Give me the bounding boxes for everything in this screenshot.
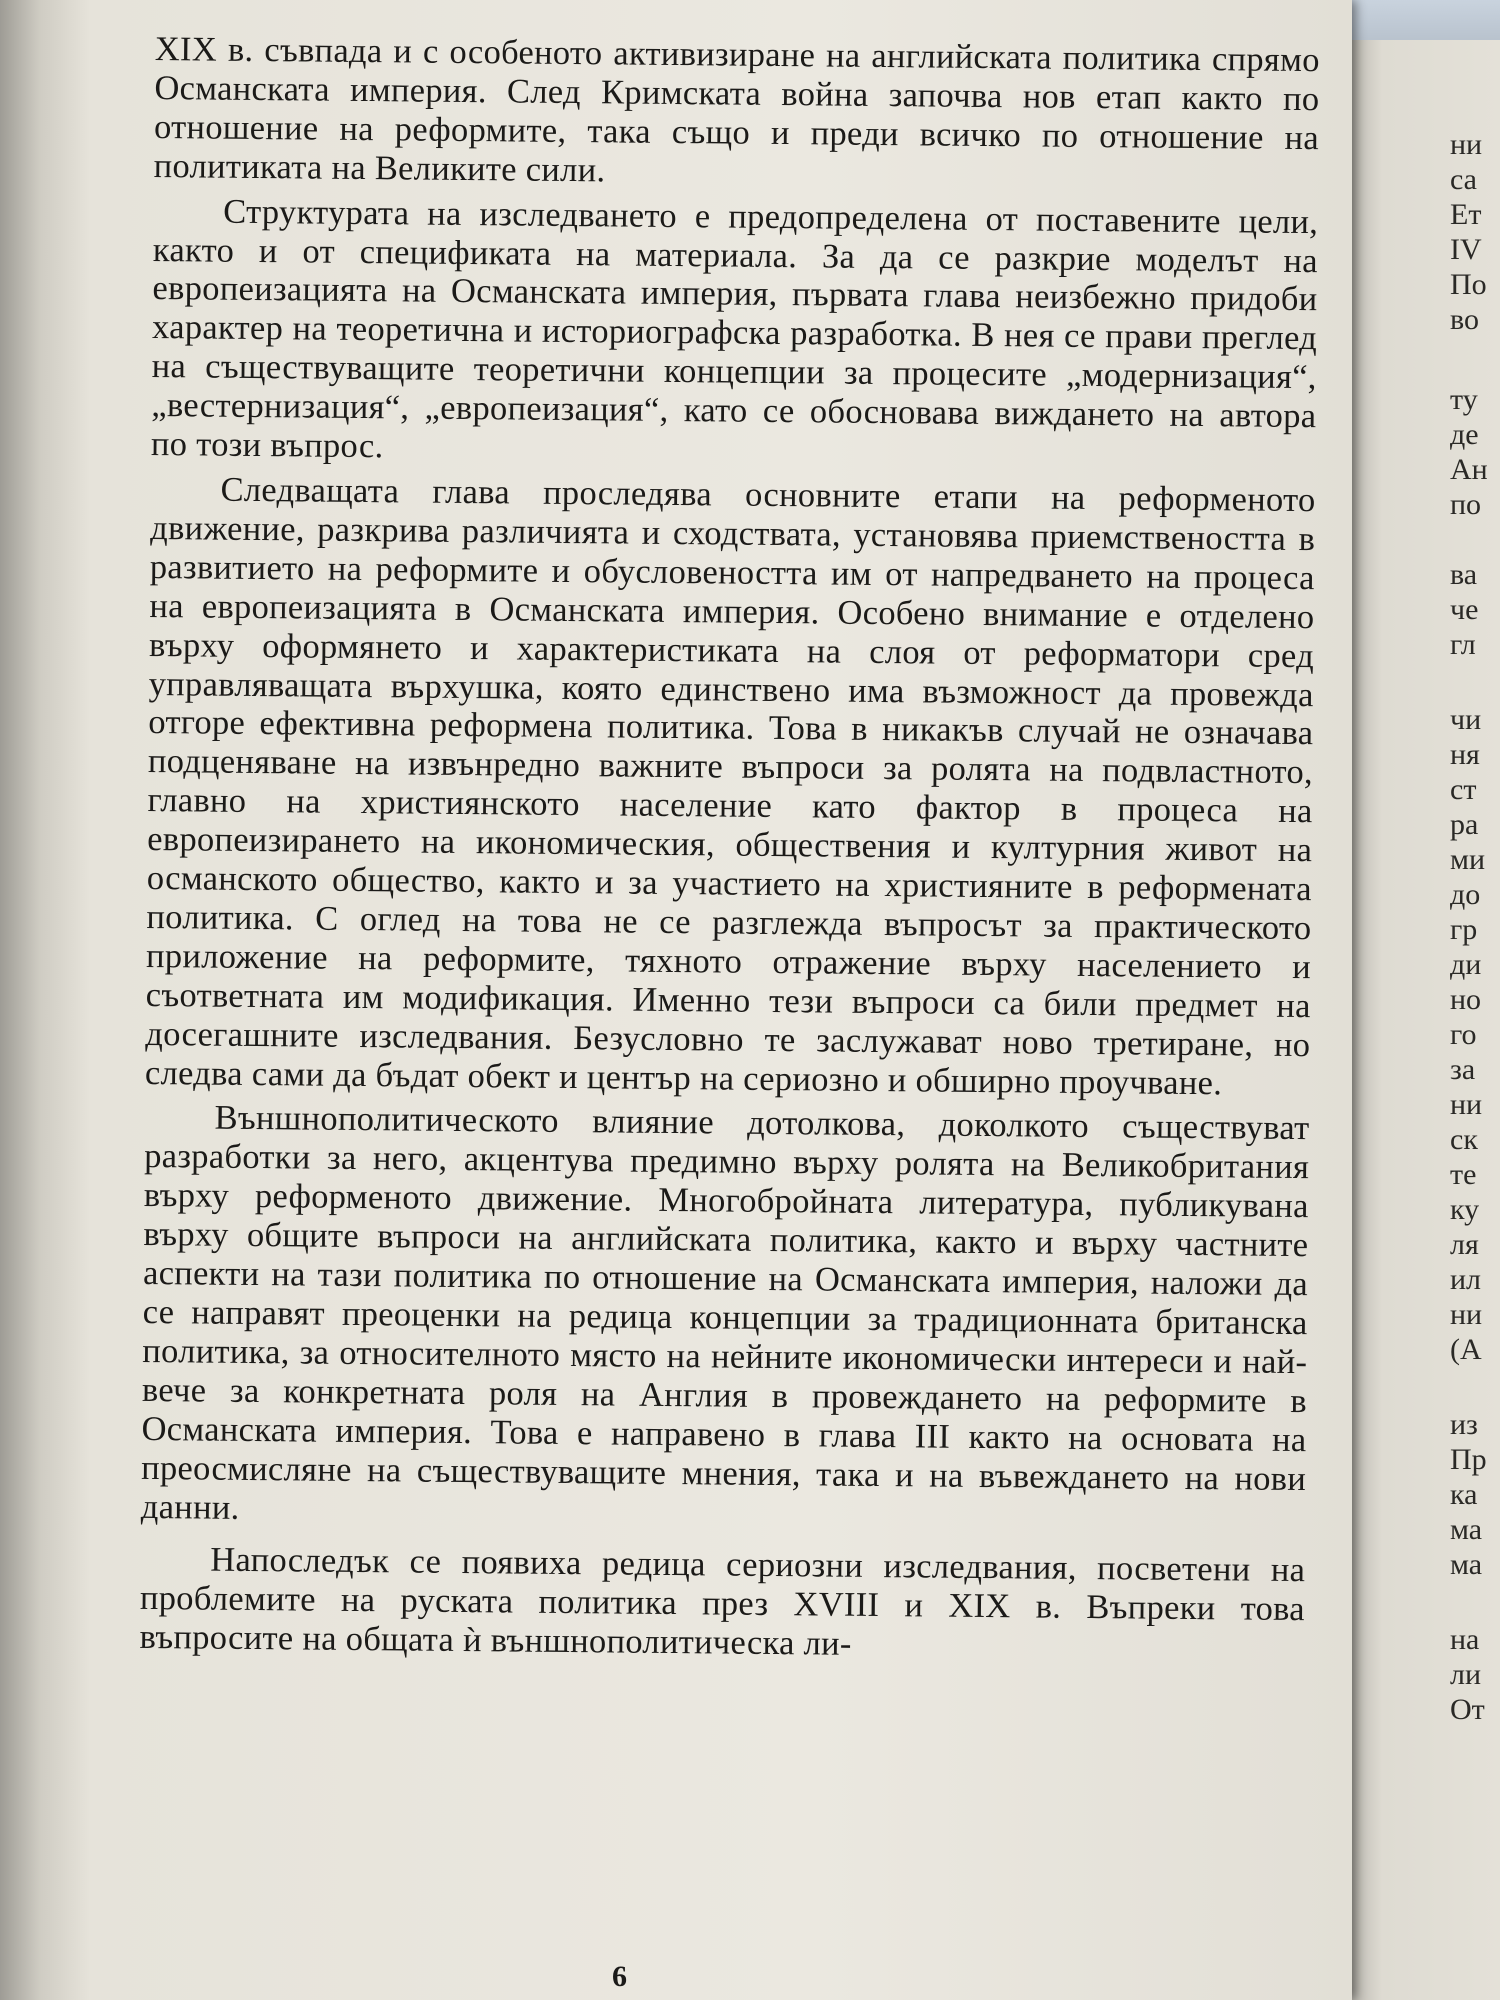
paragraph-3: Следващата глава проследява основните етапи на реформеното движение, разкрива различията и сходствата, установява приемствеността в развитието на реформите и обусловеността им от напредването на процеса на европеизацията в Османската империя. Особено внимание е отделено върху оформянето и характеристиката на слоя от реформатори сред управляващата върхушка, която единствено има възможност да провежда отгоре ефективна реформена политика. Това в никакъв случай не означава подценяване на извънредно важните въпроси за ролята на подвластното, главно на християнското население като фактор в процеса на европеизирането на икономическия, обществения и културния живот на османското общество, както и за участието на християните в реформената политика. С оглед на това не се разглежда въпросът за практическото приложение на реформите, тяхното отражение върху населението и съответната им модификация. Именно тези въпроси са били предмет на досегашните изследвания. Безусловно те заслужават ново третиране, но следва сами да бъдат обект и център на сериозно и обширно проучване. xyxy=(144,470,1316,1102)
margin-fragment: (А xyxy=(1450,1333,1482,1366)
margin-fragment: на xyxy=(1450,1623,1480,1656)
margin-fragment: ма xyxy=(1450,1548,1483,1581)
margin-fragment: ня xyxy=(1450,738,1480,771)
margin-fragment: ма xyxy=(1450,1513,1483,1546)
paragraph-2: Структурата на изследването е предопределена от поставените цели, както и от спецификата на материала. За да се разкрие моделът на европеизацията на Османската империя, първата глава неизбежно придоби характер на теоретична и историографска разработка. В нея се прави преглед на съществуващите теоретични концепции за процесите „модернизация“, „вестернизация“, „европеизация“, като се обосновава виждането на автора по този въпрос. xyxy=(150,192,1319,466)
margin-fragment: ди xyxy=(1450,948,1482,981)
margin-fragment: От xyxy=(1450,1693,1485,1726)
body-text xyxy=(139,30,1320,1674)
margin-fragment: до xyxy=(1450,878,1481,911)
margin-fragment: че xyxy=(1450,593,1479,626)
margin-fragment: ва xyxy=(1450,558,1478,591)
margin-fragment: ил xyxy=(1450,1263,1482,1296)
margin-fragment: Пр xyxy=(1450,1443,1487,1476)
margin-fragment: ку xyxy=(1450,1193,1480,1226)
margin-fragment: ск xyxy=(1450,1123,1478,1156)
page-number: 6 xyxy=(612,1960,627,1993)
margin-fragment: ля xyxy=(1450,1228,1479,1261)
margin-fragment: ту xyxy=(1450,383,1478,416)
margin-fragment: за xyxy=(1450,1053,1476,1086)
margin-fragment: но xyxy=(1450,983,1482,1016)
margin-fragment: по xyxy=(1450,488,1482,521)
margin-fragment: го xyxy=(1450,1018,1477,1051)
margin-fragment: гл xyxy=(1450,628,1476,661)
right-page-edge xyxy=(1352,40,1500,2000)
margin-fragment: ли xyxy=(1450,1658,1482,1691)
margin-fragment: ст xyxy=(1450,773,1477,806)
background-corner xyxy=(1352,0,1500,44)
margin-fragment: ми xyxy=(1450,843,1486,876)
paragraph-1: XIX в. съвпада и с особеното активизиране на английската политика спрямо Османската империя. След Кримската война започва нов етап както по отношение на реформите, така също и преди всичко по отношение на политиката на Великите сили. xyxy=(153,30,1320,190)
margin-fragment: гр xyxy=(1450,913,1478,946)
margin-fragment: са xyxy=(1450,163,1477,196)
margin-fragment: те xyxy=(1450,1158,1477,1191)
margin-fragment: По xyxy=(1450,268,1487,301)
margin-fragment: IV xyxy=(1450,233,1482,266)
margin-fragment: ни xyxy=(1450,128,1483,161)
margin-fragment: ни xyxy=(1450,1088,1483,1121)
margin-fragment: ка xyxy=(1450,1478,1478,1511)
paragraph-5: Напоследък се появиха редица сериозни изследвания, посветени на проблемите на руската политика през XVIII и XIX в. Въпреки това въпросите на общата ѝ външнополитическа ли- xyxy=(139,1541,1306,1664)
margin-fragment: из xyxy=(1450,1408,1478,1441)
margin-fragment: де xyxy=(1450,418,1479,451)
margin-fragment: чи xyxy=(1450,703,1482,736)
margin-fragment: Ет xyxy=(1450,198,1482,231)
margin-fragment: ни xyxy=(1450,1298,1483,1331)
margin-fragment: ра xyxy=(1450,808,1479,841)
margin-fragment: во xyxy=(1450,303,1479,336)
margin-fragment: Ан xyxy=(1450,453,1488,486)
paragraph-4: Външнополитическото влияние дотолкова, доколкото съществуват разработки за него, акцентува предимно върху ролята на Великобритания върху реформеното движение. Многобройната литература, публикувана върху общите въпроси на английската политика, както и върху частните аспекти на тази политика по отношение на Османската империя, наложи да се направят преоценки на редица концепции за традиционната британска политика, за относителното място на нейните икономически интереси и най-вече за конкретната роля на Англия в провеждането на реформите в Османската империя. Това е направено в глава III както на основата на преосмисляне на съществуващите мнения, така и на въвеждането на нови данни. xyxy=(140,1099,1310,1527)
